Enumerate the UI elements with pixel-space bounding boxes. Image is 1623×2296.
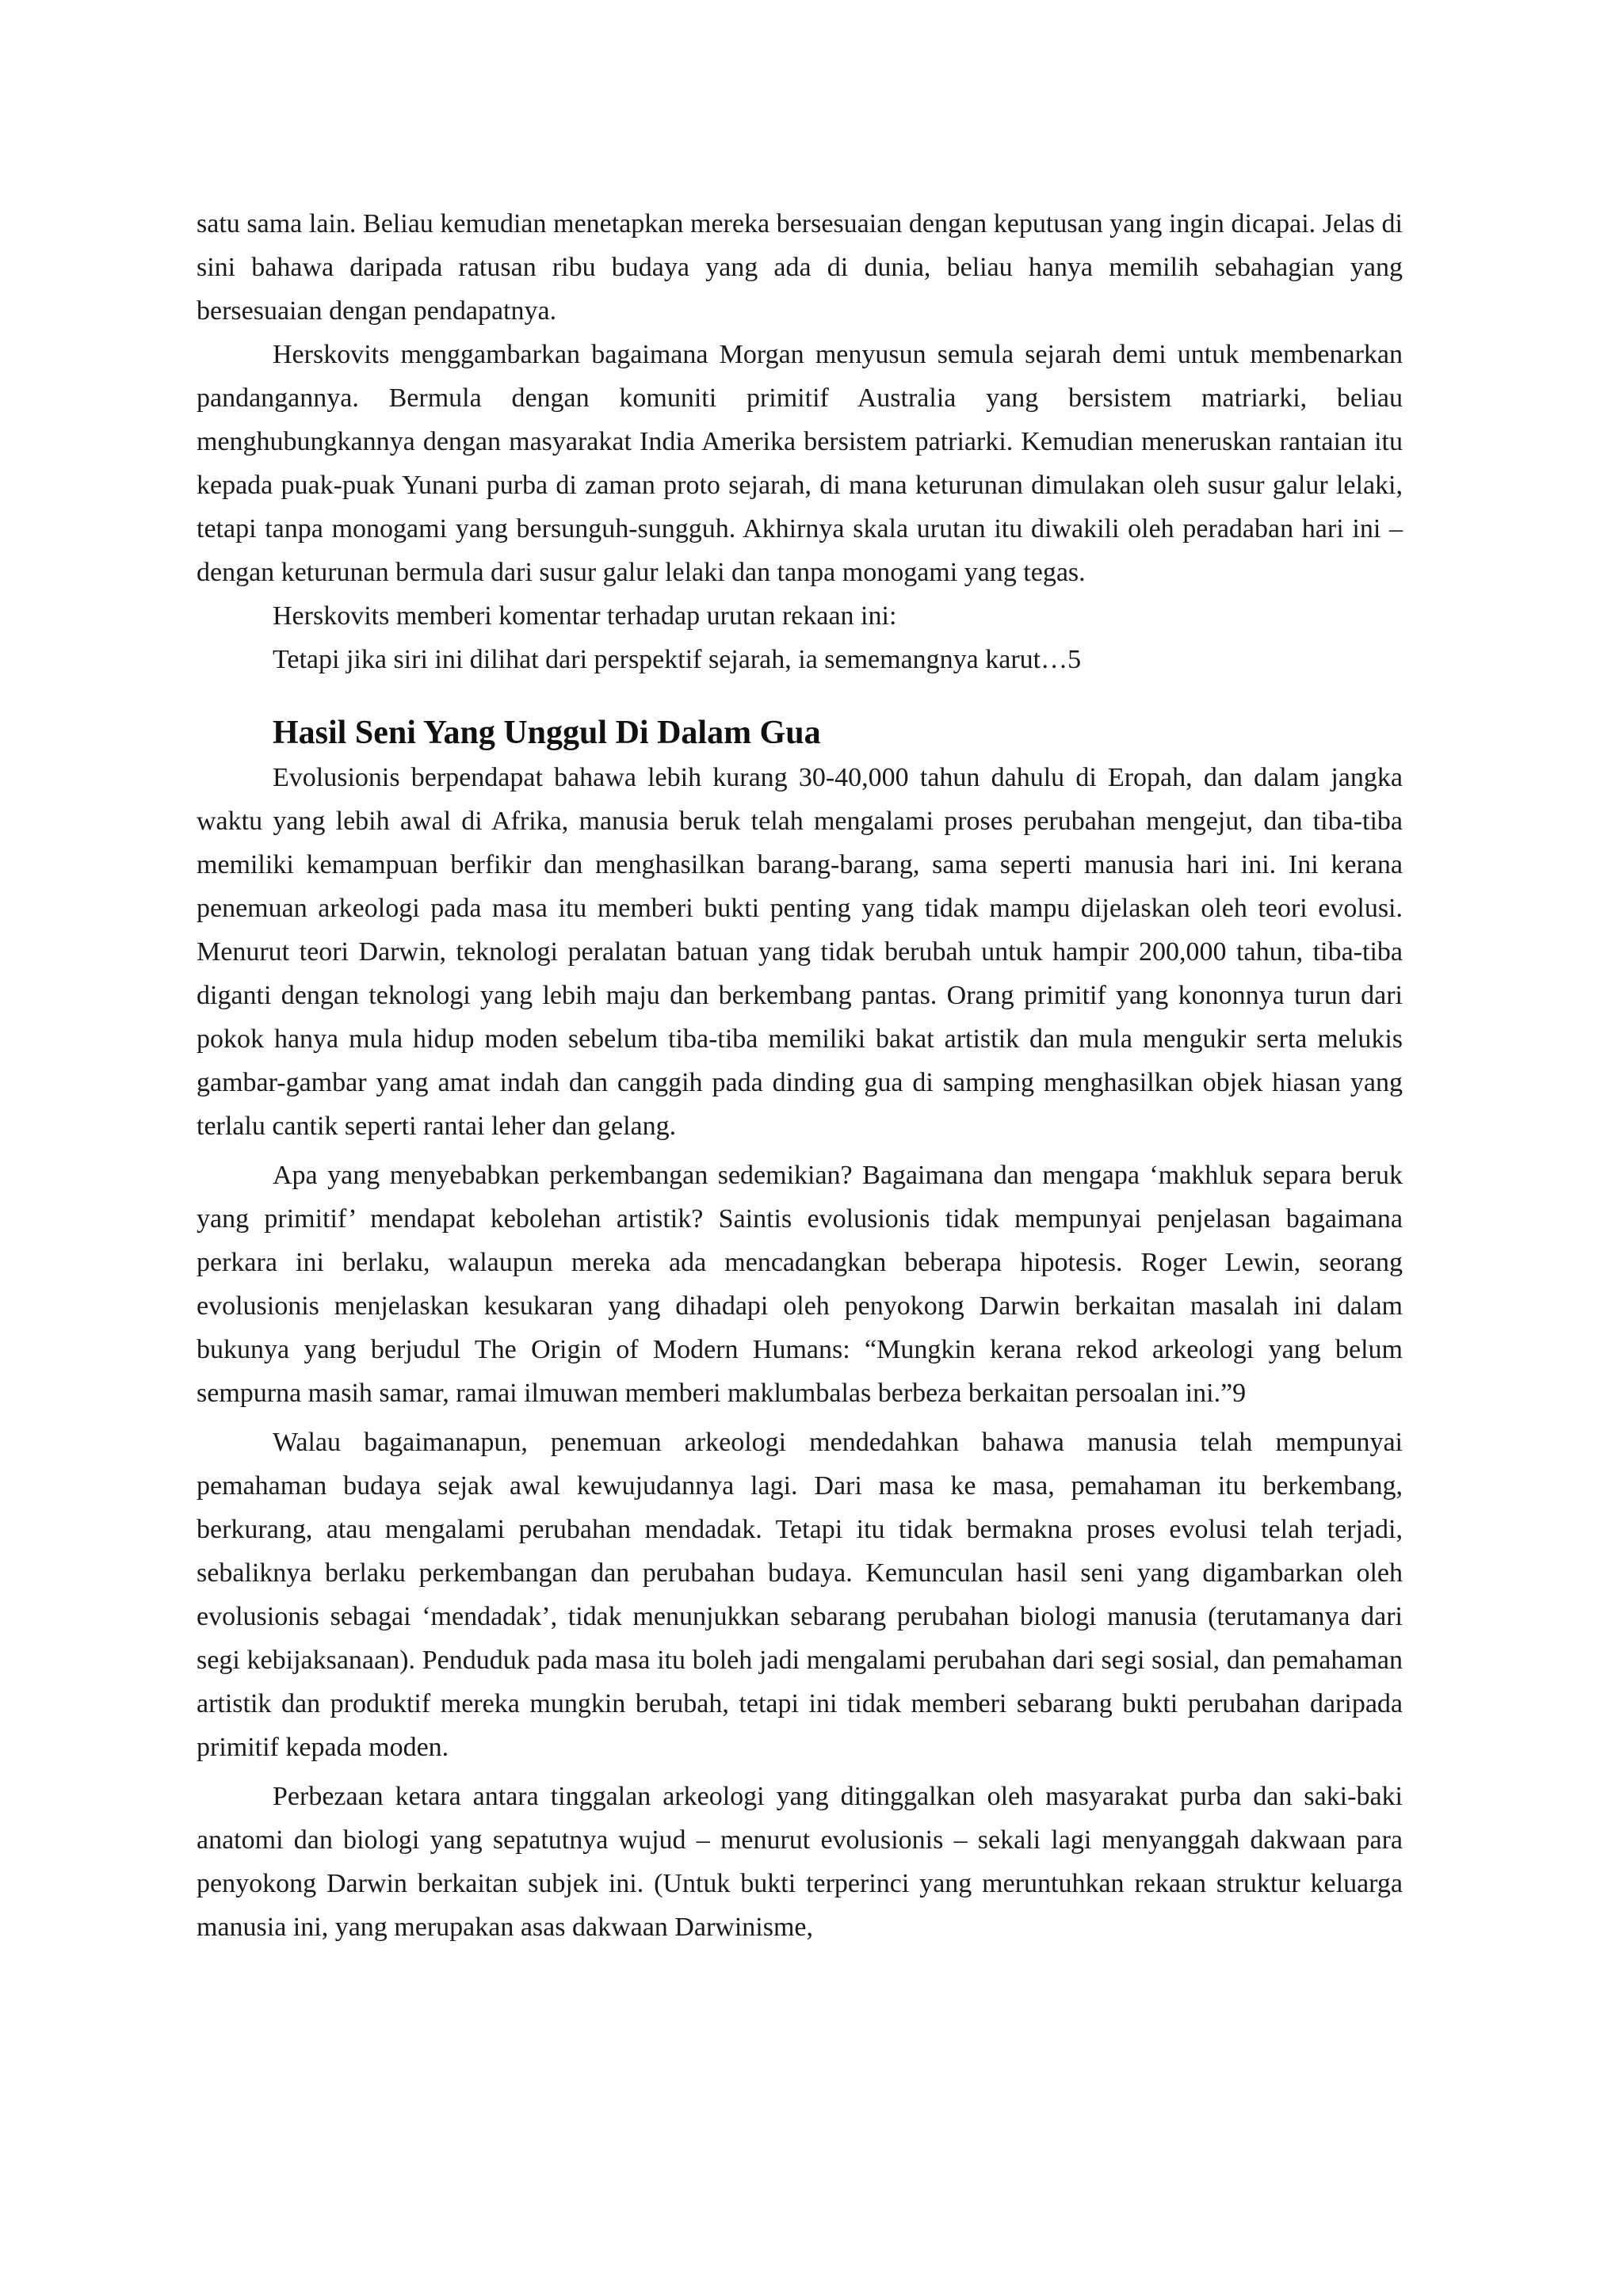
- paragraph-perbezaan: Perbezaan ketara antara tinggalan arkeologi yang ditinggalkan oleh masyarakat purba dan saki-baki anatomi dan biologi yang sepatutnya wujud – menurut evolusionis – sekali lagi menyanggah dakwaan para penyokong Darwin berkaitan subjek ini. (Untuk bukti terperinci yang meruntuhkan rekaan struktur keluarga manusia ini, yang merupakan asas dakwaan Darwinisme,: [197, 1782, 1403, 1942]
- section-heading: Hasil Seni Yang Unggul Di Dalam Gua: [273, 715, 821, 751]
- paragraph-herskovits-comment: Herskovits memberi komentar terhadap urutan rekaan ini:: [273, 601, 897, 631]
- paragraph-quote: Tetapi jika siri ini dilihat dari perspektif sejarah, ia sememangnya karut…5: [273, 645, 1082, 674]
- paragraph-evolusionis: Evolusionis berpendapat bahawa lebih kurang 30-40,000 tahun dahulu di Eropah, dan dalam jangka waktu yang lebih awal di Afrika, manusia beruk telah mengalami proses perubahan mengejut, dan tiba-tiba memiliki kemampuan berfikir dan menghasilkan barang-barang, sama seperti manusia hari ini. Ini kerana penemuan arkeologi pada masa itu memberi bukti penting yang tidak mampu dijelaskan oleh teori evolusi. Menurut teori Darwin, teknologi peralatan batuan yang tidak berubah untuk hampir 200,000 tahun, tiba-tiba diganti dengan teknologi yang lebih maju dan berkembang pantas. Orang primitif yang kononnya turun dari pokok hanya mula hidup moden sebelum tiba-tiba memiliki bakat artistik dan mula mengukir serta melukis gambar-gambar yang amat indah dan canggih pada dinding gua di samping menghasilkan objek hiasan yang terlalu cantik seperti rantai leher dan gelang.: [197, 763, 1403, 1141]
- document-page: [197, 202, 1403, 1949]
- paragraph-penemuan-arkeologi: Walau bagaimanapun, penemuan arkeologi mendedahkan bahawa manusia telah mempunyai pemahaman budaya sejak awal kewujudannya lagi. Dari masa ke masa, pemahaman itu berkembang, berkurang, atau mengalami perubahan mendadak. Tetapi itu tidak bermakna proses evolusi telah terjadi, sebaliknya berlaku perkembangan dan perubahan budaya. Kemunculan hasil seni yang digambarkan oleh evolusionis sebagai ‘mendadak’, tidak menunjukkan sebarang perubahan biologi manusia (terutamanya dari segi kebijaksanaan). Penduduk pada masa itu boleh jadi mengalami perubahan dari segi sosial, dan pemahaman artistik dan produktif mereka mungkin berubah, tetapi ini tidak memberi sebarang bukti perubahan daripada primitif kepada moden.: [197, 1428, 1403, 1762]
- paragraph-perkembangan: Apa yang menyebabkan perkembangan sedemikian? Bagaimana dan mengapa ‘makhluk separa beruk yang primitif’ mendapat kebolehan artistik? Saintis evolusionis tidak mempunyai penjelasan bagaimana perkara ini berlaku, walaupun mereka ada mencadangkan beberapa hipotesis. Roger Lewin, seorang evolusionis menjelaskan kesukaran yang dihadapi oleh penyokong Darwin berkaitan masalah ini dalam bukunya yang berjudul The Origin of Modern Humans: “Mungkin kerana rekod arkeologi yang belum sempurna masih samar, ramai ilmuwan memberi maklumbalas berbeza berkaitan persoalan ini.”9: [197, 1161, 1403, 1408]
- paragraph-herskovits-morgan: Herskovits menggambarkan bagaimana Morgan menyusun semula sejarah demi untuk membenarkan pandangannya. Bermula dengan komuniti primitif Australia yang bersistem matriarki, beliau menghubungkannya dengan masyarakat India Amerika bersistem patriarki. Kemudian meneruskan rantaian itu kepada puak-puak Yunani purba di zaman proto sejarah, di mana keturunan dimulakan oleh susur galur lelaki, tetapi tanpa monogami yang bersunguh-sungguh. Akhirnya skala urutan itu diwakili oleh peradaban hari ini – dengan keturunan bermula dari susur galur lelaki dan tanpa monogami yang tegas.: [197, 340, 1403, 587]
- paragraph-continued: satu sama lain. Beliau kemudian menetapkan mereka bersesuaian dengan keputusan yang ingin dicapai. Jelas di sini bahawa daripada ratusan ribu budaya yang ada di dunia, beliau hanya memilih sebahagian yang bersesuaian dengan pendapatnya.: [197, 209, 1403, 326]
